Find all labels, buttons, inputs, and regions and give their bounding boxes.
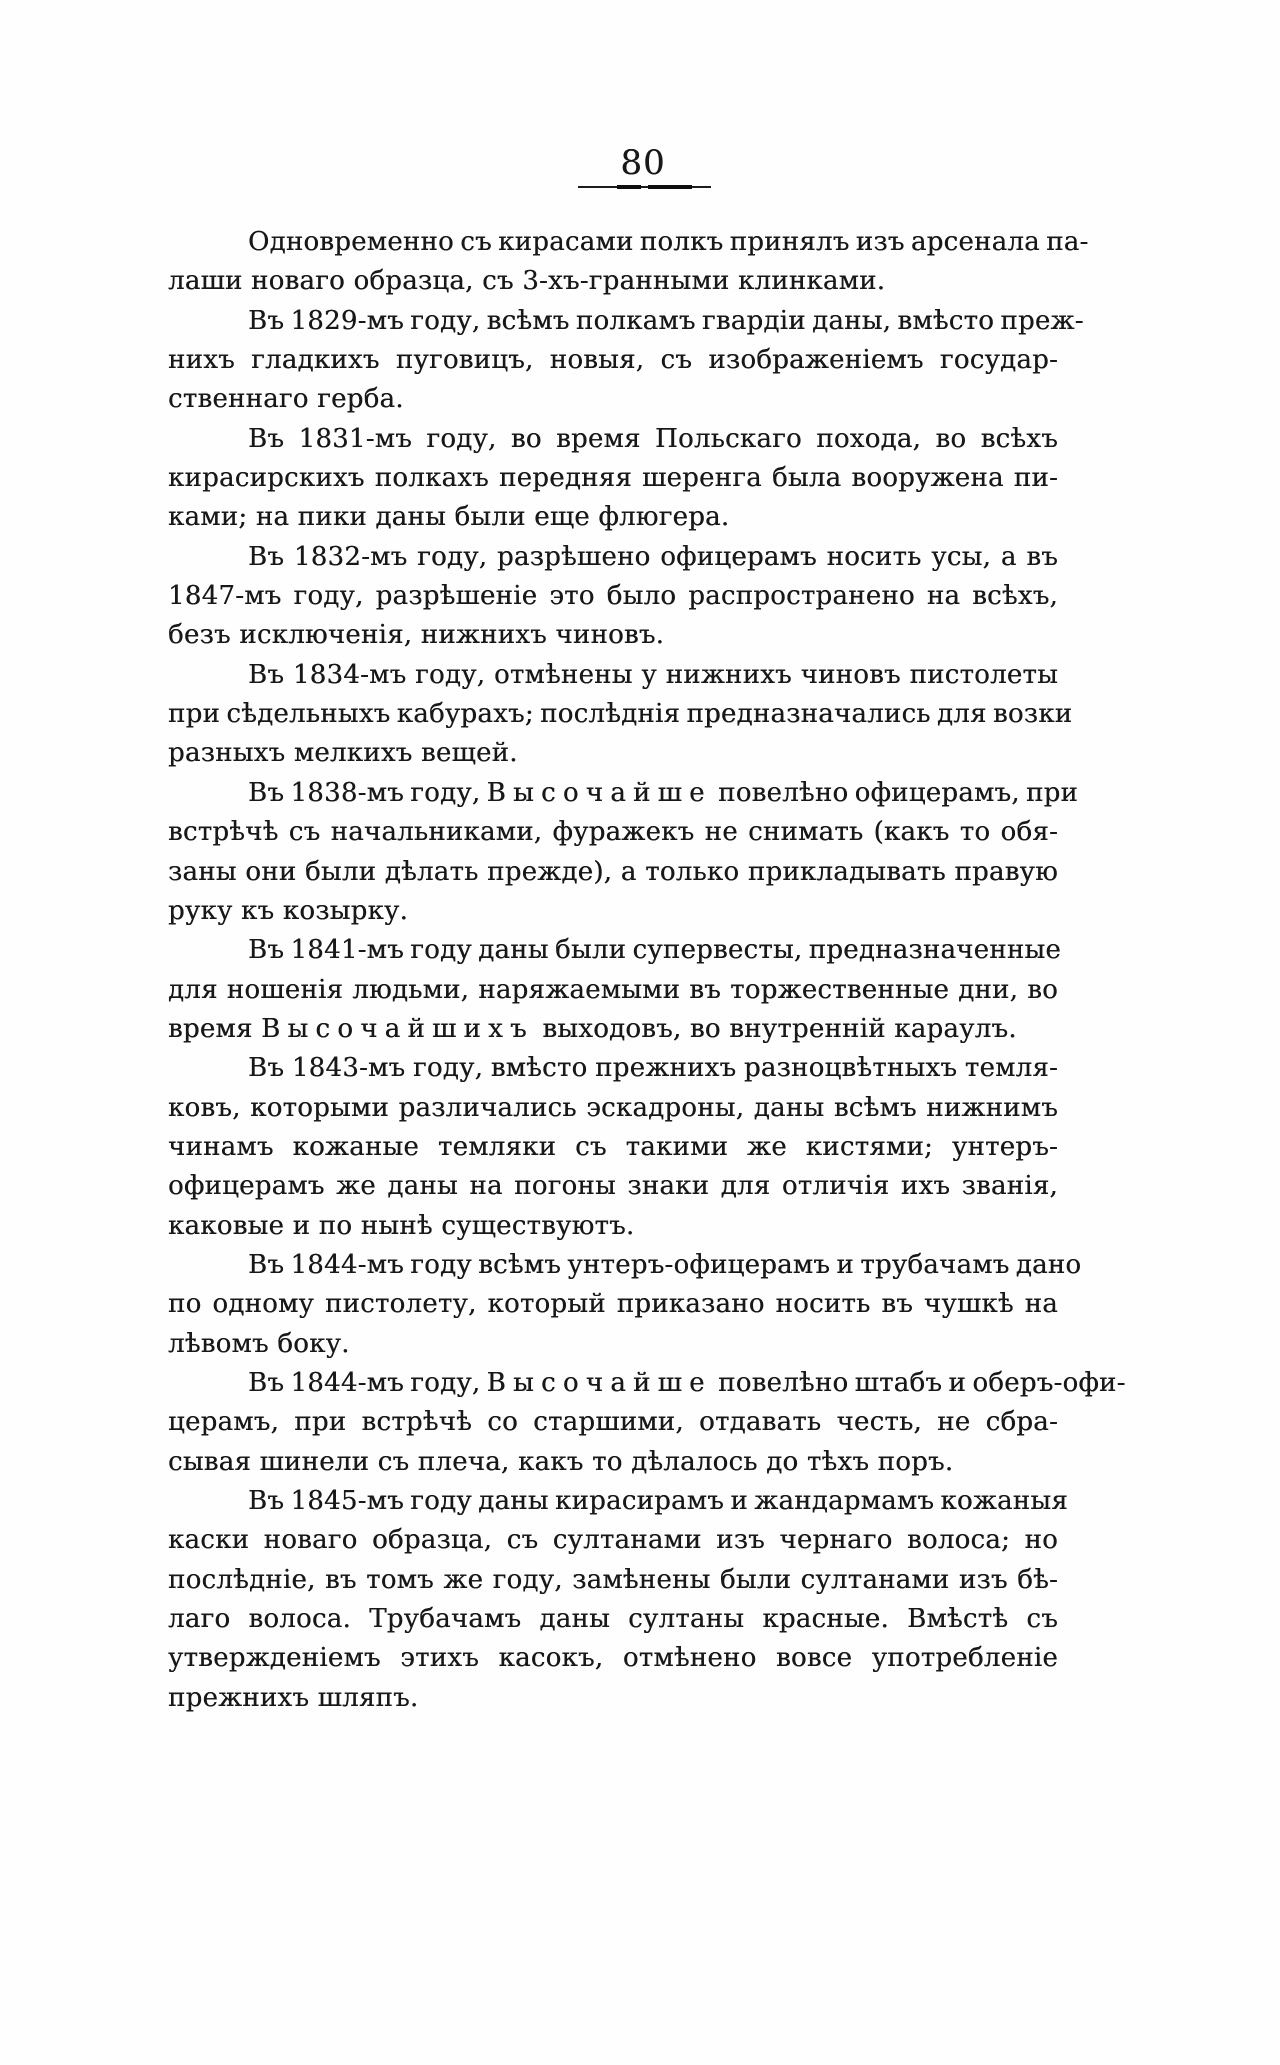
text-line — [168, 498, 1058, 537]
text-segment: лаго волоса. Трубачамъ даны султаны красные. Вмѣстѣ съ — [168, 1604, 1058, 1635]
text-line — [168, 1443, 1058, 1482]
text-segment: прежнихъ шляпъ. — [168, 1682, 419, 1713]
text-segment: выходовъ, во внутренній караулъ. — [533, 1013, 1017, 1044]
text-segment: время — [168, 1013, 262, 1044]
text-line — [168, 302, 1084, 341]
text-segment: руку къ козырку. — [168, 895, 409, 926]
text-line — [168, 853, 1058, 892]
text-segment: каковые и по нынѣ существуютъ. — [168, 1210, 635, 1241]
text-line — [168, 1207, 1058, 1246]
text-segment: при сѣдельныхъ кабурахъ; послѣднія предназначались для возки — [168, 699, 1073, 730]
text-line — [168, 538, 1058, 577]
text-segment: для ношенія людьми, наряжаемыми въ торжественные дни, во — [168, 974, 1059, 1005]
text-segment: Въ 1844-мъ году всѣмъ унтеръ-офицерамъ и трубачамъ дано — [248, 1249, 1082, 1280]
text-line — [168, 695, 1073, 734]
text-segment: церамъ, при встрѣчѣ со старшими, отдавать честь, не сбра- — [168, 1407, 1058, 1438]
text-segment: кирасирскихъ полкахъ передняя шеренга была вооружена пи- — [168, 463, 1059, 494]
text-segment: разныхъ мелкихъ вещей. — [168, 738, 518, 769]
text-segment: чинамъ кожаные темляки съ такими же кистями; унтеръ- — [168, 1131, 1059, 1162]
text-line — [168, 459, 1058, 498]
text-segment: лѣвомъ боку. — [168, 1328, 350, 1359]
text-line — [168, 1521, 1058, 1560]
text-line — [168, 813, 1058, 852]
text-line — [168, 1089, 1058, 1128]
text-line — [168, 1679, 1058, 1718]
text-segment: офицерамъ же даны на погоны знаки для отличія ихъ званія, — [168, 1171, 1058, 1202]
text-line — [168, 1285, 1058, 1324]
text-line — [168, 223, 1089, 262]
text-segment: каски новаго образца, съ султанами изъ чернаго волоса; но — [168, 1525, 1059, 1556]
text-line — [168, 577, 1058, 616]
text-line — [168, 616, 1058, 655]
page-header — [0, 143, 1280, 188]
text-segment: Въ 1845-мъ году даны кирасирамъ и жандармамъ кожаныя — [248, 1486, 1068, 1516]
text-line — [168, 656, 1058, 695]
letterspaced-word: Высочайше — [486, 777, 712, 808]
page-number: 80 — [620, 143, 666, 183]
text-line — [168, 1403, 1058, 1442]
text-segment: нихъ гладкихъ пуговицъ, новыя, съ изображеніемъ государ- — [168, 345, 1058, 376]
text-segment: Въ 1838-мъ году, — [248, 777, 487, 808]
text-segment: повелѣно офицерамъ, при — [711, 777, 1079, 808]
text-line — [168, 1049, 1058, 1088]
text-segment: встрѣчѣ съ начальниками, фуражекъ не снимать (какъ то обя- — [168, 817, 1058, 848]
text-line — [168, 734, 1058, 773]
text-line — [168, 420, 1058, 459]
text-segment: Въ 1832-мъ году, разрѣшено офицерамъ носить усы, а въ — [248, 541, 1059, 572]
text-line — [168, 1600, 1058, 1639]
text-segment: ками; на пики даны были еще флюгера. — [168, 502, 730, 533]
text-segment: Одновременно съ кирасами полкъ принялъ изъ арсенала па- — [248, 227, 1089, 257]
text-line — [168, 931, 1061, 970]
text-segment: утвержденіемъ этихъ касокъ, отмѣнено вовсе употребленіе — [168, 1643, 1058, 1674]
text-line — [168, 971, 1058, 1010]
text-segment: Въ 1843-мъ году, вмѣсто прежнихъ разноцвѣтныхъ темля- — [248, 1053, 1059, 1084]
text-line — [168, 1010, 1058, 1049]
page-number-rule — [578, 186, 711, 188]
text-segment: сывая шинели съ плеча, какъ то дѣлалось до тѣхъ поръ. — [168, 1446, 954, 1477]
text-segment: безъ исключенія, нижнихъ чиновъ. — [168, 620, 665, 651]
text-line — [168, 1482, 1068, 1521]
text-segment: заны они были дѣлать прежде), а только прикладывать правую — [168, 856, 1058, 887]
text-line — [168, 1246, 1082, 1285]
text-line — [168, 892, 1058, 931]
page-text — [168, 223, 1126, 1718]
text-line — [168, 1167, 1058, 1206]
text-line — [168, 262, 1058, 301]
text-segment: ственнаго герба. — [168, 384, 404, 415]
text-line — [168, 774, 1079, 813]
text-line — [168, 1128, 1058, 1167]
text-segment: 1847-мъ году, разрѣшеніе это было распространено на всѣхъ, — [168, 581, 1058, 612]
letterspaced-word: Высочайше — [486, 1367, 712, 1398]
text-segment: Въ 1834-мъ году, отмѣнены у нижнихъ чиновъ пистолеты — [248, 659, 1059, 690]
text-segment: Въ 1831-мъ году, во время Польскаго похода, во всѣхъ — [248, 423, 1058, 454]
text-segment: послѣдніе, въ томъ же году, замѣнены были султанами изъ бѣ- — [168, 1564, 1059, 1595]
text-segment: по одному пистолету, который приказано носить въ чушкѣ на — [168, 1289, 1058, 1320]
text-segment: Въ 1844-мъ году, — [248, 1367, 487, 1398]
text-segment: ковъ, которыми различались эскадроны, даны всѣмъ нижнимъ — [168, 1092, 1059, 1123]
text-line — [168, 380, 1058, 419]
text-line — [168, 1561, 1058, 1600]
text-line — [168, 1325, 1058, 1364]
text-line — [168, 1639, 1058, 1678]
text-segment: Въ 1829-мъ году, всѣмъ полкамъ гвардіи даны, вмѣсто преж- — [248, 305, 1084, 336]
letterspaced-word: Высочайшихъ — [261, 1013, 534, 1044]
text-segment: лаши новаго образца, съ 3-хъ-гранными клинками. — [168, 266, 886, 297]
text-segment: Въ 1841-мъ году даны были супервесты, предназначенные — [248, 935, 1061, 966]
text-segment: повелѣно штабъ и оберъ-офи- — [711, 1367, 1126, 1398]
text-line — [168, 341, 1058, 380]
text-line — [168, 1364, 1126, 1403]
